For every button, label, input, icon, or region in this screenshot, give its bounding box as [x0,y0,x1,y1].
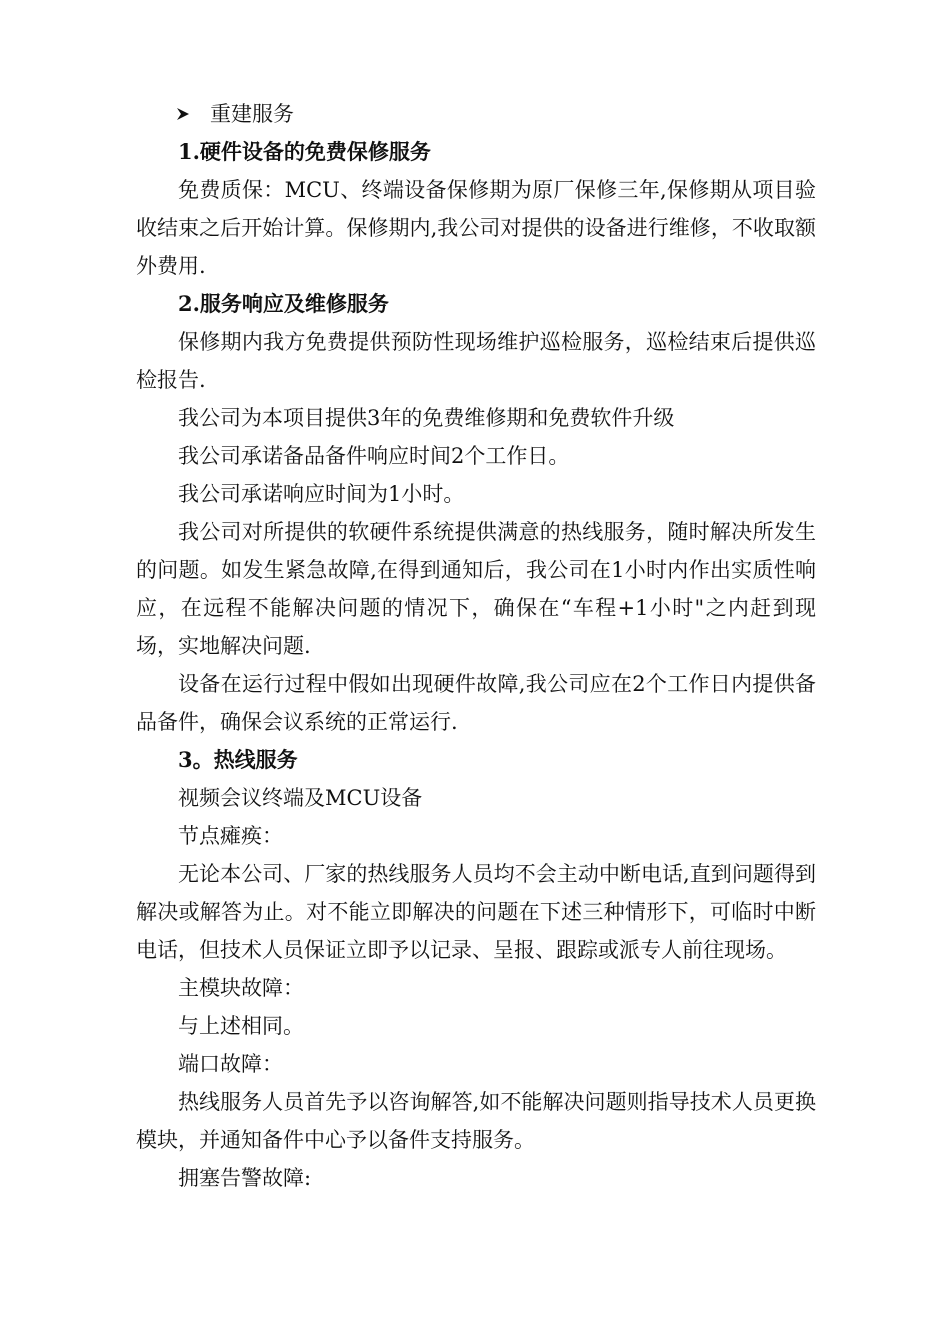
document-body [136,95,816,1197]
bullet-item [136,95,816,133]
section-2-paragraph: 设备在运行过程中假如出现硬件故障,我公司应在2个工作日内提供备品备件，确保会议系统的正常运行. [136,672,816,734]
section-3-paragraph: 节点瘫痪： [178,824,283,848]
section-3-paragraph: 与上述相同。 [178,1014,304,1038]
section-2-paragraph: 我公司对所提供的软硬件系统提供满意的热线服务，随时解决所发生的问题。如发生紧急故障,在得到通知后，我公司在1小时内作出实质性响应，在远程不能解决问题的情况下，确保在“车程+1小时"之内赶到现场，实地解决问题. [136,520,816,658]
section-2-paragraph: 我公司承诺备品备件响应时间2个工作日。 [178,444,570,468]
section-2-paragraph: 保修期内我方免费提供预防性现场维护巡检服务，巡检结束后提供巡检报告. [136,330,816,392]
bullet-heading-text: 重建服务 [210,102,294,126]
section-3-paragraph: 热线服务人员首先予以咨询解答,如不能解决问题则指导技术人员更换模块，并通知备件中心予以备件支持服务。 [136,1090,816,1152]
section-2-paragraph: 我公司为本项目提供3年的免费维修期和免费软件升级 [178,406,675,430]
arrowhead-bullet-icon [176,107,190,121]
section-3-heading: 3。热线服务 [178,747,298,772]
section-1-heading: 1.硬件设备的免费保修服务 [178,139,431,164]
section-2-paragraph: 我公司承诺响应时间为1小时。 [178,482,465,506]
section-3-paragraph: 主模块故障： [178,976,304,1000]
section-3-paragraph: 视频会议终端及MCU设备 [178,786,423,810]
section-3-paragraph: 无论本公司、厂家的热线服务人员均不会主动中断电话,直到问题得到解决或解答为止。对不能立即解决的问题在下述三种情形下，可临时中断电话，但技术人员保证立即予以记录、呈报、跟踪或派专人前往现场。 [136,862,816,962]
section-2-heading: 2.服务响应及维修服务 [178,291,389,316]
section-3-paragraph: 拥塞告警故障: [178,1166,312,1190]
section-3-paragraph: 端口故障： [178,1052,283,1076]
section-1-paragraph: 免费质保：MCU、终端设备保修期为原厂保修三年,保修期从项目验收结束之后开始计算。保修期内,我公司对提供的设备进行维修，不收取额外费用. [136,178,816,278]
